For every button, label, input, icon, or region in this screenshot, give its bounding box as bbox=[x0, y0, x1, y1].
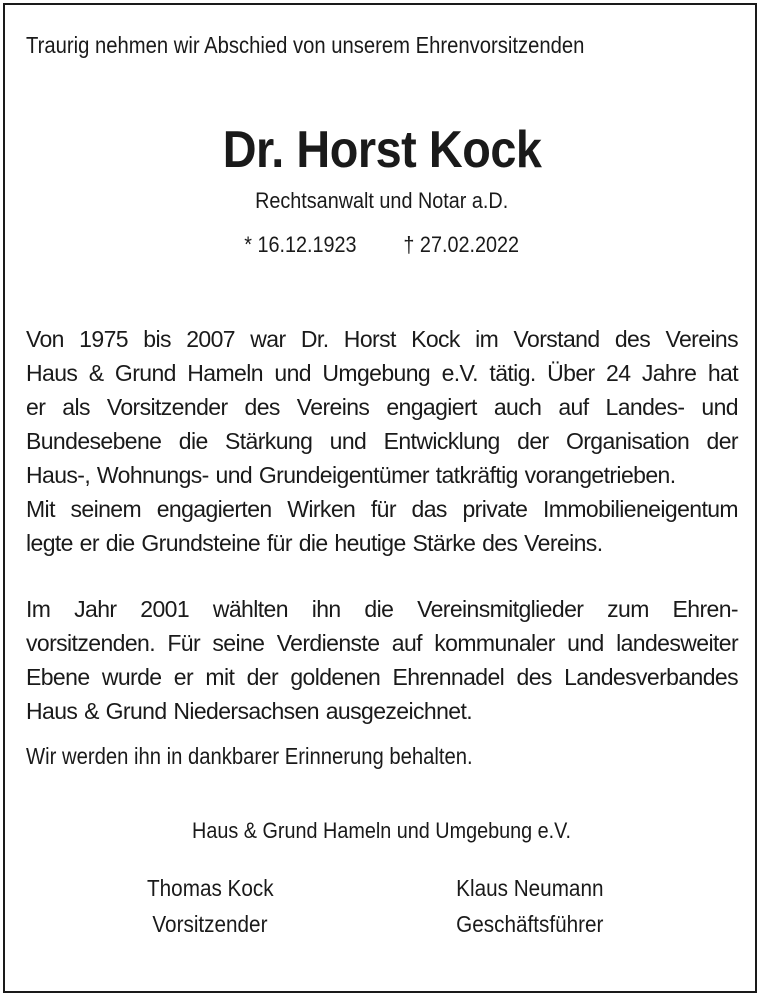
closing-line: Wir werden ihn in dankbarer Erinnerung behalten. bbox=[26, 743, 473, 769]
paragraph-1-line: Bundesebene die Stärkung und Entwicklung der Organisation der bbox=[26, 428, 738, 454]
paragraph-2-line: Im Jahr 2001 wählten ihn die Vereinsmitglieder zum Ehren- bbox=[26, 596, 738, 622]
deceased-name bbox=[0, 120, 764, 180]
signatory-manager bbox=[420, 870, 640, 942]
intro-line: Traurig nehmen wir Abschied von unserem Ehrenvorsitzenden bbox=[26, 32, 585, 58]
deceased-title-text: Rechtsanwalt und Notar a.D. bbox=[255, 188, 509, 213]
paragraph-1-line: er als Vorsitzender des Vereins engagiert auch auf Landes- und bbox=[26, 394, 738, 420]
obituary-body bbox=[26, 322, 738, 760]
paragraph-1 bbox=[26, 322, 738, 560]
closing-text bbox=[26, 743, 534, 770]
birth-date: * 16.12.1923 bbox=[244, 232, 357, 257]
death-date: † 27.02.2022 bbox=[403, 232, 520, 257]
paragraph-1-line: Haus-, Wohnungs- und Grundeigentümer tatkräftig vorangetrieben. bbox=[26, 462, 676, 488]
signatory-chairman bbox=[110, 870, 310, 942]
organization-name-text: Haus & Grund Hameln und Umgebung e.V. bbox=[192, 818, 572, 843]
signatory-name: Thomas Kock bbox=[146, 875, 274, 901]
life-dates bbox=[0, 232, 764, 258]
paragraph-2-line: Haus & Grund Niedersachsen ausgezeichnet. bbox=[26, 698, 473, 724]
signatory-name: Klaus Neumann bbox=[456, 875, 604, 901]
paragraph-2-line: Ebene wurde er mit der goldenen Ehrennadel des Landesverbandes bbox=[26, 664, 738, 690]
intro-text bbox=[26, 32, 661, 59]
paragraph-1-line: Von 1975 bis 2007 war Dr. Horst Kock im Vorstand des Vereins bbox=[26, 326, 738, 352]
paragraph-2-line: vorsitzenden. Für seine Verdienste auf kommunaler und landesweiter bbox=[26, 630, 738, 656]
organization-name bbox=[0, 818, 764, 844]
signatory-role: Geschäftsführer bbox=[456, 911, 604, 937]
deceased-title bbox=[0, 188, 764, 214]
paragraph-2 bbox=[26, 592, 738, 728]
paragraph-1-line: Haus & Grund Hameln und Umgebung e.V. tätig. Über 24 Jahre hat bbox=[26, 360, 738, 386]
paragraph-1-line: Mit seinem engagierten Wirken für das private Immobilieneigentum bbox=[26, 496, 738, 522]
paragraph-1-line: legte er die Grundsteine für die heutige Stärke des Vereins. bbox=[26, 530, 603, 556]
signatory-role: Vorsitzender bbox=[152, 911, 268, 937]
deceased-name-text: Dr. Horst Kock bbox=[222, 121, 542, 179]
